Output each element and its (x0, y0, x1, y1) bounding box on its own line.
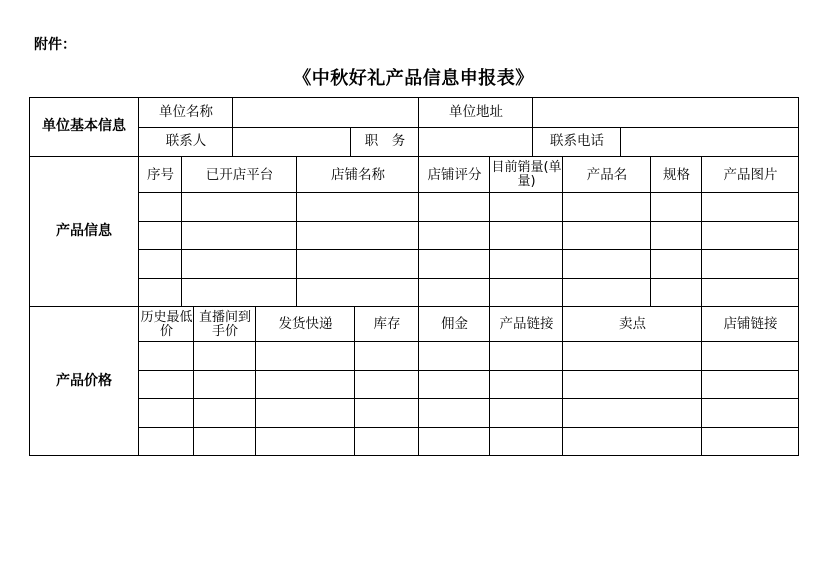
unit-name-label: 单位名称 (159, 103, 213, 120)
unit-info-section-label: 单位基本信息 (42, 118, 126, 135)
product-price-section-label: 产品价格 (56, 372, 112, 389)
header-courier: 发货快递 (278, 316, 333, 333)
contact-label: 联系人 (165, 133, 207, 150)
header-selling-points: 卖点 (619, 316, 646, 333)
product-info-section-label: 产品信息 (56, 223, 112, 240)
declaration-form-table (29, 97, 799, 456)
product-price-row[interactable] (139, 342, 799, 371)
product-price-row[interactable] (139, 428, 799, 456)
header-stock: 库存 (373, 316, 401, 333)
document-title: 《中秋好礼产品信息申报表》 (293, 68, 534, 89)
header-current-sales: 目前销量(单量) (491, 160, 562, 189)
header-historical-low-price: 历史最低价 (140, 309, 193, 339)
product-price-row[interactable] (139, 371, 799, 399)
product-info-row[interactable] (139, 279, 799, 307)
product-info-row[interactable] (139, 222, 799, 250)
header-specification: 规格 (663, 166, 690, 183)
header-store-name: 店铺名称 (331, 166, 385, 183)
header-livestream-price: 直播间到手价 (198, 309, 251, 339)
position-field[interactable] (419, 127, 533, 156)
header-product-image: 产品图片 (723, 166, 778, 183)
phone-field[interactable] (621, 127, 799, 156)
header-product-name: 产品名 (586, 166, 628, 183)
header-commission: 佣金 (441, 316, 468, 333)
attachment-label: 附件： (34, 37, 76, 53)
phone-label: 联系电话 (550, 133, 604, 150)
product-info-row[interactable] (139, 250, 799, 279)
unit-address-field[interactable] (533, 97, 799, 127)
header-platform: 已开店平台 (205, 166, 274, 183)
header-serial-no: 序号 (147, 166, 174, 183)
header-store-link: 店铺链接 (723, 316, 778, 333)
unit-name-field[interactable] (233, 97, 419, 127)
contact-field[interactable] (233, 127, 351, 156)
header-product-link: 产品链接 (499, 316, 554, 333)
product-info-row[interactable] (139, 193, 799, 222)
header-store-rating: 店铺评分 (427, 166, 482, 183)
position-label: 职 务 (364, 133, 406, 150)
product-price-row[interactable] (139, 399, 799, 428)
unit-address-label: 单位地址 (449, 103, 503, 120)
